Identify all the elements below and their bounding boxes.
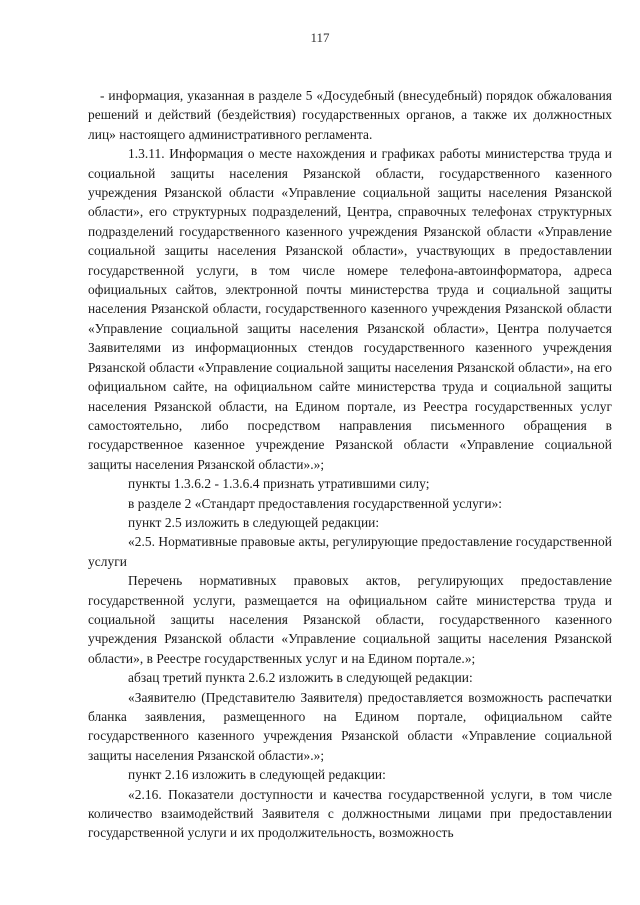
paragraph-info-section5: - информация, указанная в разделе 5 «Досудебный (внесудебный) порядок обжалования решений и действий (бездействия) государственных органов, а также их должностных лиц» настоящего административного регламента. bbox=[88, 88, 612, 142]
paragraph-2-6-2-intro: абзац третий пункта 2.6.2 изложить в следующей редакции: bbox=[128, 670, 473, 686]
paragraph-2-5-body: Перечень нормативных правовых актов, регулирующих предоставление государственной услуги, размещается на официальном сайте министерства труда и социальной защиты населения Рязанской области, государственного казенного учреждения Рязанской области «Управление социальной защиты населения Рязанской области», в Реестре государственных услуг и на Едином портале.»; bbox=[88, 573, 612, 666]
paragraph-2-16-body: «2.16. Показатели доступности и качества государственной услуги, в том числе количество взаимодействий Заявителя с должностными лицами при предоставлении государственной услуги и их продолжительность, возможность bbox=[88, 786, 612, 841]
paragraph-1-3-11: 1.3.11. Информация о месте нахождения и графиках работы министерства труда и социальной защиты населения Рязанской области, государственного казенного учреждения Рязанской области «Управление социальной защиты населения Рязанской области», его структурных подразделений, Центра, справочных телефонах структурных подразделений государственного казенного учреждения Рязанской области «Управление социальной защиты населения Рязанской области», участвующих в предоставлении государственной услуги, в том числе номере телефона-автоинформатора, адреса официальных сайтов, электронной почты министерства труда и социальной защиты населения Рязанской области, государственного казенного учреждения Рязанской области «Управление социальной защиты населения Рязанской области», Центра получается Заявителями из информационных стендов государственного казенного учреждения Рязанской области «Управление социальной защиты населения Рязанской области», на его официальном сайте, на официальном сайте министерства труда и социальной защиты населения Рязанской области, на Едином портале, из Реестра государственных услуг самостоятельно, либо посредством направления письменного обращения в государственное казенное учреждение Рязанской области «Управление социальной защиты населения Рязанской области».»; bbox=[88, 146, 612, 472]
paragraph-2-6-2-body: «Заявителю (Представителю Заявителя) предоставляется возможность распечатки бланка заявления, размещенного на Едином портале, официальном сайте государственного казенного учреждения Рязанской области «Управление социальной защиты населения Рязанской области».»; bbox=[88, 689, 612, 763]
page-number: 117 bbox=[310, 30, 330, 45]
document-body bbox=[88, 86, 612, 843]
paragraph-point-2-5-intro: пункт 2.5 изложить в следующей редакции: bbox=[128, 514, 380, 530]
paragraph-section2-heading: в разделе 2 «Стандарт предоставления государственной услуги»: bbox=[128, 495, 503, 511]
paragraph-points-repealed: пункты 1.3.6.2 - 1.3.6.4 признать утратившими силу; bbox=[128, 476, 430, 492]
paragraph-2-5-title: «2.5. Нормативные правовые акты, регулирующие предоставление государственной услуги bbox=[88, 534, 612, 569]
paragraph-2-16-intro: пункт 2.16 изложить в следующей редакции: bbox=[128, 767, 386, 783]
